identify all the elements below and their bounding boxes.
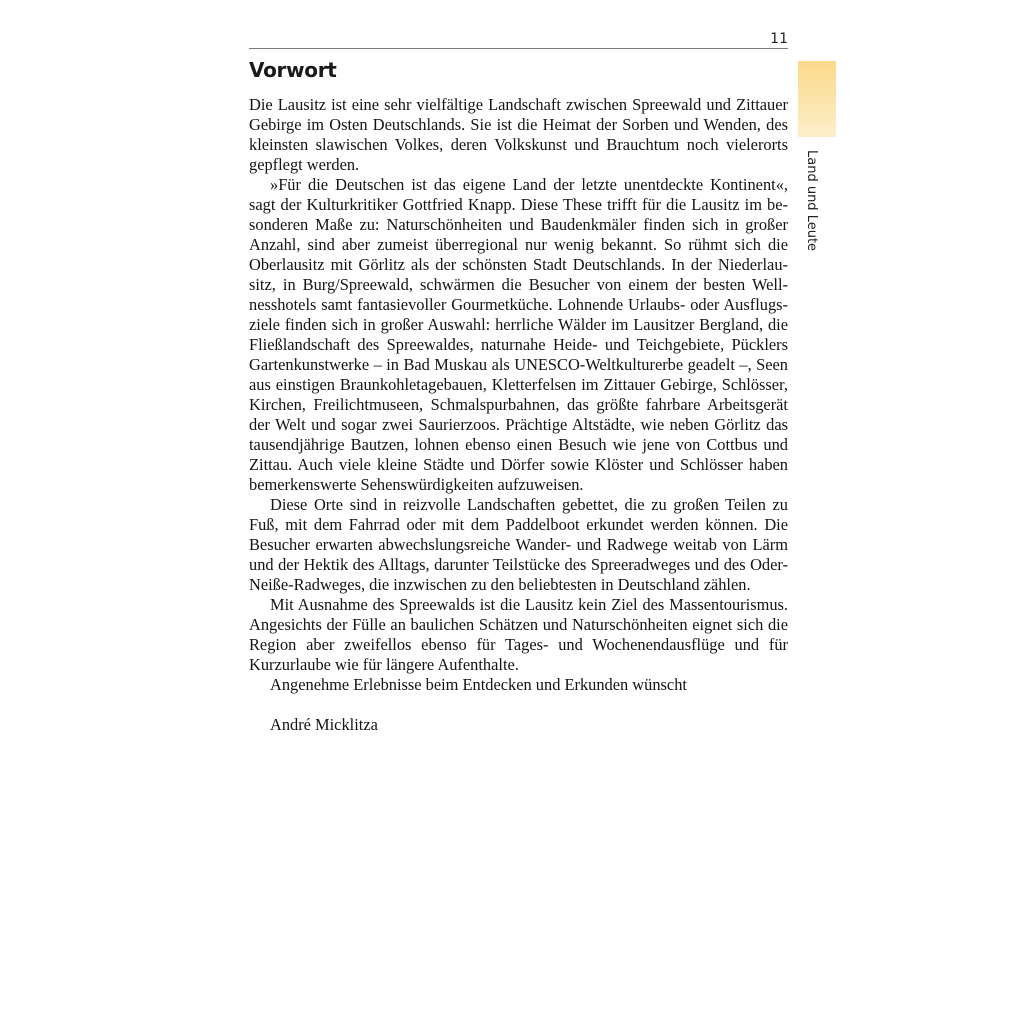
author-signature: André Micklitza <box>270 715 378 734</box>
section-label: Land und Leute <box>804 150 819 252</box>
page-title: Vorwort <box>249 58 337 82</box>
page-number: 11 <box>770 31 788 47</box>
paragraph: »Für die Deutschen ist das eigene Land der letzte unentdeckte Kontinent«, sagt der Kulturkritiker Gottfried Knapp. Diese These trifft für die Lausitz im besonderen Maße zu: Naturschönheiten und Baudenkmäler finden sich in großer Anzahl, sind aber zumeist überregional nur wenig bekannt. So rühmt sich die Oberlausitz mit Görlitz als der schönsten Stadt Deutschlands. In der Niederlausitz, in Burg/Spreewald, schwärmen die Besucher von einem der besten Wellnesshotels samt fantasievoller Gourmetküche. Lohnende Urlaubs- oder Ausflugsziele finden sich in großer Auswahl: herrliche Wälder im Lausitzer Bergland, die Fließlandschaft des Spreewaldes, naturnahe Heide- und Teichgebiete, Pücklers Gartenkunstwerke – in Bad Muskau als UNESCO-Weltkulturerbe geadelt –, Seen aus einstigen Braunkohletagebauen, Kletterfelsen im Zittauer Gebirge, Schlösser, Kirchen, Freilichtmuseen, Schmalspurbahnen, das größte fahrbare Arbeitsgerät der Welt und sogar zwei Saurierzoos. Prächtige Altstädte, wie neben Görlitz das tausendjährige Bautzen, lohnen ebenso einen Besuch wie jene von Cottbus und Zittau. Auch viele kleine Städte und Dörfer sowie Klöster und Schlösser haben bemerkenswerte Sehenswürdigkeiten aufzuweisen. <box>249 175 788 494</box>
paragraph: Mit Ausnahme des Spreewalds ist die Lausitz kein Ziel des Massentourismus. Angesichts der Fülle an baulichen Schätzen und Naturschönheiten eignet sich die Region aber zweifellos ebenso für Tages- und Wochenendausflüge und für Kurzurlaube wie für längere Aufenthalte. <box>249 595 788 674</box>
body-text <box>249 95 788 735</box>
paragraph: Die Lausitz ist eine sehr vielfältige Landschaft zwischen Spreewald und Zittauer Gebirge im Osten Deutschlands. Sie ist die Heimat der Sorben und Wenden, des kleinsten slawischen Volkes, deren Volkskunst und Brauchtum noch vielerorts gepflegt werden. <box>249 95 788 174</box>
closing-line: Angenehme Erlebnisse beim Entdecken und Erkunden wünscht <box>270 675 687 694</box>
section-tab-marker <box>798 61 836 137</box>
header-rule <box>249 48 788 49</box>
paragraph: Diese Orte sind in reizvolle Landschaften gebettet, die zu großen Teilen zu Fuß, mit dem Fahrrad oder mit dem Paddelboot erkundet werden können. Die Besucher erwarten abwechslungsreiche Wander- und Radwege weitab von Lärm und der Hektik des Alltags, darunter Teilstücke des Spreeradweges und des Oder-Neiße-Radweges, die inzwischen zu den beliebtesten in Deutschland zählen. <box>249 495 788 594</box>
